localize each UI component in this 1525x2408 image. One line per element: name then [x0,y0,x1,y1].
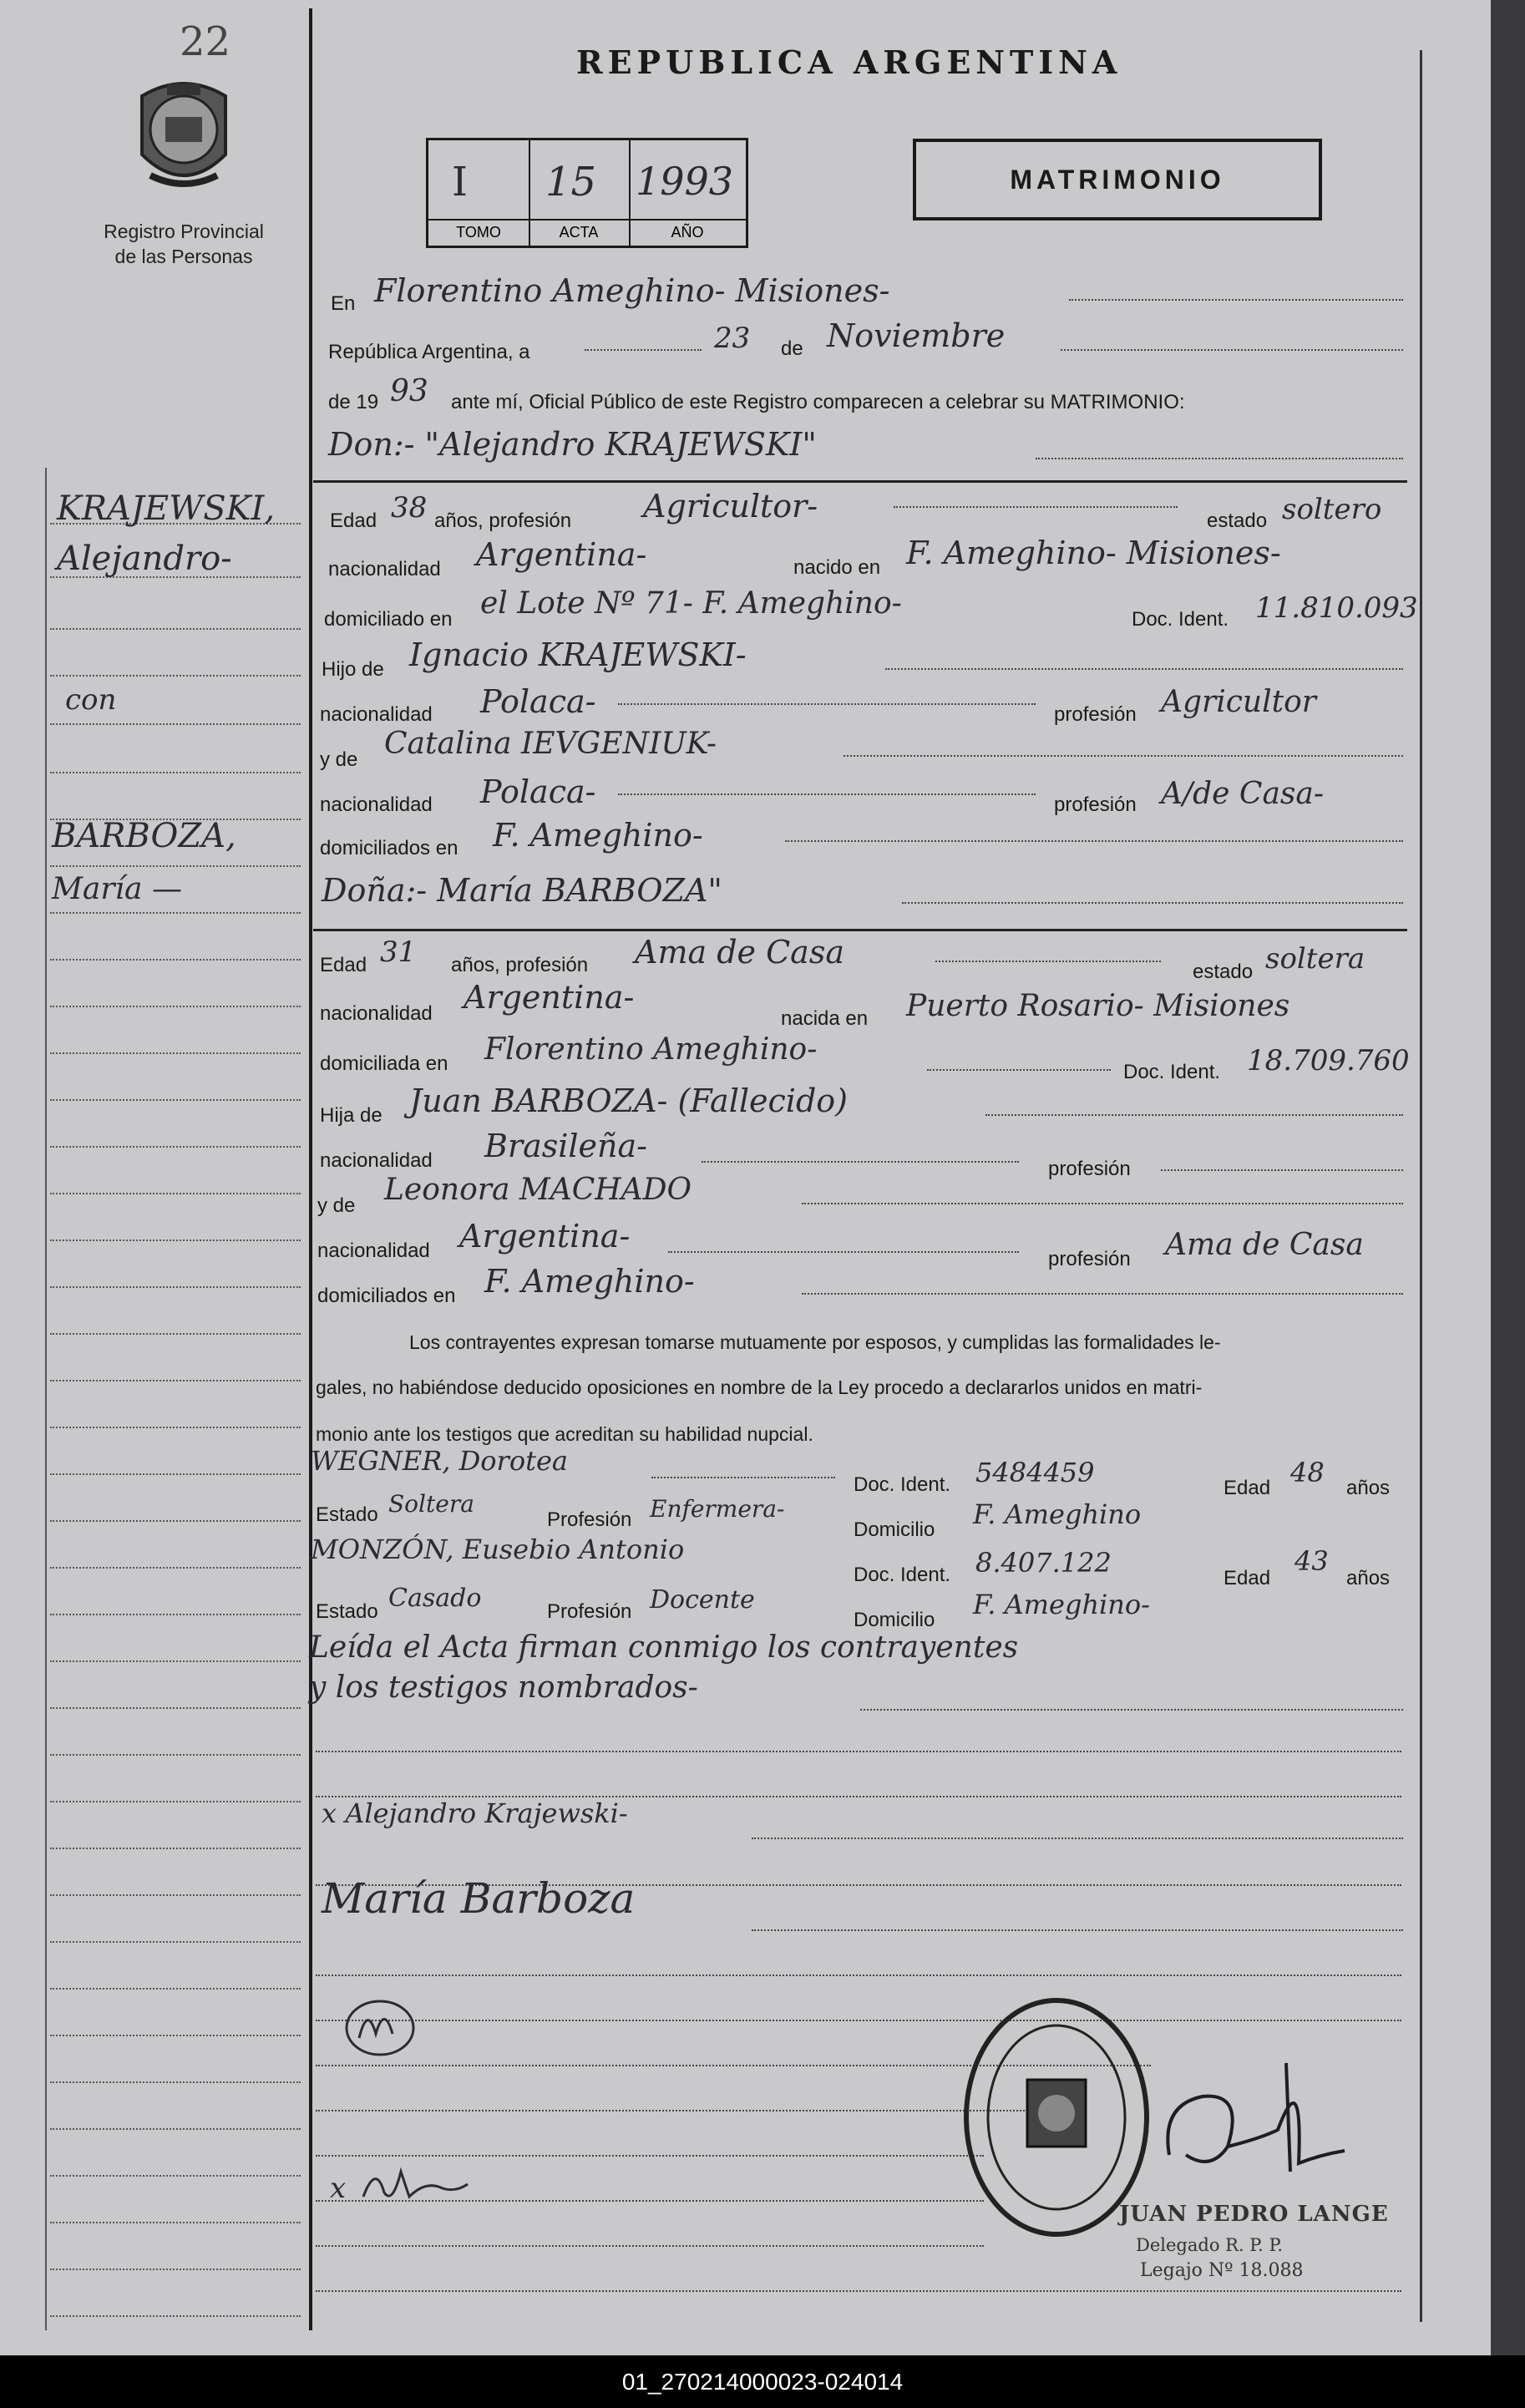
bride-doc: 18.709.760 [1247,1044,1410,1077]
witness1-estado: Soltera [388,1490,474,1518]
bride-father-prof-label: profesión [1048,1158,1131,1180]
dotted-line [785,840,1403,842]
registry-name: Registro Provincial de las Personas [104,221,264,267]
dotted-line [935,961,1161,962]
witness2-name: MONZÓN, Eusebio Antonio [311,1534,685,1565]
witness1-anos-label: años [1346,1477,1391,1499]
witness1-domicilio-label: Domicilio [854,1518,935,1541]
groom-mother-nac-label: nacionalidad [320,793,433,816]
margin-dotted-line [50,1894,301,1896]
bride-nacionalidad: Argentina- [464,979,635,1016]
groom-father: Ignacio KRAJEWSKI- [409,636,747,673]
dotted-line [651,1477,835,1478]
witness2-edad-label: Edad [1224,1567,1271,1589]
groom-mother-nac: Polaca- [480,773,596,810]
witness1-edad-label: Edad [1224,1477,1271,1499]
declaration-line-3: monio ante los testigos que acreditan su habilidad nupcial. [316,1423,813,1445]
dotted-line [702,1161,1019,1163]
groom-mother-prof-label: profesión [1054,793,1137,816]
margin-dotted-line [50,1006,301,1007]
margin-con: con [65,683,117,717]
year-prefix: de 19 [328,391,379,413]
margin-dotted-line [50,2269,301,2270]
margin-firstname: Alejandro- [57,540,232,578]
dotted-line [752,1838,1403,1839]
margin-dotted-line [50,723,301,725]
bride-mother-prof: Ama de Casa [1165,1228,1364,1262]
dotted-line [316,1975,1401,1976]
witness2-signature: x [330,2172,347,2205]
groom-profesion-label: años, profesión [434,509,572,532]
margin-dotted-line [50,1754,301,1756]
margin-dotted-line [50,2175,301,2177]
bride-parents-dom: F. Ameghino- [484,1263,695,1300]
groom-father-nac: Polaca- [480,683,596,720]
margin-dotted-line [50,1099,301,1101]
groom-hijo-label: Hijo de [322,658,384,681]
margin-dotted-line [50,1427,301,1428]
witness1-signature-mark [338,1988,430,2063]
acta-label: ACTA [529,219,629,241]
bride-edad: 31 [380,935,417,969]
margin-divider [309,8,312,2330]
tomo-label: TOMO [428,219,529,241]
margin-dotted-line [50,2035,301,2036]
bride-nacida: Puerto Rosario- Misiones [906,989,1290,1023]
groom-name-line: Don:- "Alejandro KRAJEWSKI" [328,426,817,463]
dotted-line [316,2245,984,2247]
margin-dotted-line [50,1801,301,1802]
margin-dotted-line [50,675,301,677]
margin-dotted-line [50,1520,301,1522]
dotted-line [1036,458,1403,459]
official-signature-scribble [1153,2046,1370,2188]
dotted-line [802,1203,1403,1204]
margin-dotted-line [50,1660,301,1662]
bride-father-nac: Brasileña- [484,1128,648,1164]
dotted-line [585,349,702,351]
dotted-line [894,506,1178,508]
closing-line-1: Leída el Acta firman conmigo los contrayentes [309,1630,1019,1665]
bride-domicilio: Florentino Ameghino- [484,1032,818,1067]
bride-estado: soltera [1265,942,1365,976]
groom-yde-label: y de [320,748,358,771]
groom-parents-dom: F. Ameghino- [493,817,703,854]
dotted-line [316,2290,1401,2292]
bride-parents-dom-label: domiciliados en [317,1285,456,1307]
bride-mother-nac: Argentina- [459,1218,631,1255]
margin-dotted-line [50,1614,301,1615]
margin-dotted-line [50,1988,301,1990]
groom-father-prof: Agricultor [1161,685,1316,719]
right-frame-line [1420,50,1422,2322]
year-suffix: 93 [390,374,428,408]
dotted-line [1061,349,1403,351]
groom-parents-dom-label: domiciliados en [320,837,459,859]
bride-doc-label: Doc. Ident. [1123,1061,1221,1083]
groom-domicilio: el Lote Nº 71- F. Ameghino- [480,586,902,621]
margin-dotted-line [50,1239,301,1241]
margin-dotted-line [50,2081,301,2083]
anio-label: AÑO [629,219,746,241]
margin-dotted-line [50,1848,301,1849]
margin-dotted-line [50,2128,301,2130]
dotted-line [844,755,1403,757]
closing-line-2: y los testigos nombrados- [309,1670,698,1705]
dotted-line [985,1114,1403,1116]
witness1-profesion: Enfermera- [650,1495,785,1523]
margin-dotted-line [50,865,301,867]
official-title: Delegado R. P. P. [1136,2235,1284,2255]
bride-mother-nac-label: nacionalidad [317,1239,430,1262]
groom-doc-label: Doc. Ident. [1132,608,1229,631]
witness1-doc: 5484459 [975,1457,1095,1488]
witness2-domicilio-label: Domicilio [854,1609,935,1631]
margin-dotted-line [50,1193,301,1194]
groom-nacionalidad-label: nacionalidad [328,558,441,580]
margin-dotted-line [50,772,301,773]
witness2-doc: 8.407.122 [975,1547,1112,1579]
bride-yde-label: y de [317,1194,356,1217]
witness1-edad: 48 [1290,1457,1325,1488]
republica-label: República Argentina, a [328,341,530,363]
witness2-edad: 43 [1294,1545,1329,1577]
left-edge-line [45,468,47,2330]
groom-father-nac-label: nacionalidad [320,703,433,726]
margin-dotted-line [50,912,301,914]
witness2-profesion-label: Profesión [547,1600,632,1623]
margin-dotted-line [50,1146,301,1148]
bride-mother: Leonora MACHADO [384,1173,692,1207]
dotted-line [316,2020,1401,2021]
witness1-domicilio: F. Ameghino [973,1498,1142,1530]
bride-hija-label: Hija de [320,1104,383,1127]
margin-dotted-line [50,1707,301,1709]
dotted-line [316,1751,1401,1752]
margin-dotted-line [50,1380,301,1381]
bride-mother-prof-label: profesión [1048,1248,1131,1270]
groom-nacido: F. Ameghino- Misiones- [906,535,1281,571]
record-box [426,138,748,248]
official-name: JUAN PEDRO LANGE [1119,2202,1389,2227]
bride-estado-label: estado [1193,961,1254,983]
dotted-line [668,1251,1019,1253]
groom-doc: 11.810.093 [1255,591,1418,625]
margin-bride-firstname: María — [52,872,182,906]
groom-nacionalidad: Argentina- [476,536,647,573]
margin-dotted-line [50,1052,301,1054]
margin-dotted-line [50,959,301,961]
witness2-domicilio: F. Ameghino- [973,1589,1150,1620]
witness2-anos-label: años [1346,1567,1391,1589]
groom-domicilio-label: domiciliado en [324,608,453,631]
dotted-line [1161,1169,1403,1171]
witness2-profesion: Docente [650,1585,755,1615]
marriage-day: 23 [714,322,751,355]
margin-dotted-line [50,2315,301,2317]
groom-edad-label: Edad [330,509,377,532]
section-rule [313,480,1407,483]
margin-dotted-line [50,1567,301,1569]
act-type-label: MATRIMONIO [1010,164,1225,195]
dotted-line [927,1069,1111,1071]
dotted-line [802,1293,1403,1295]
margin-bride-surname: BARBOZA, [52,817,236,855]
witness2-estado-label: Estado [316,1600,378,1623]
bride-signature: María Barboza [322,1874,636,1923]
witness1-name: WEGNER, Dorotea [311,1445,568,1477]
witness2-signature-scribble [359,2155,476,2213]
margin-dotted-line [50,1333,301,1335]
groom-mother-prof: A/de Casa- [1161,777,1325,811]
margin-surname: KRAJEWSKI, [57,489,276,528]
coat-of-arms-icon [125,71,242,205]
witness2-estado: Casado [388,1584,482,1613]
margin-dotted-line [50,1286,301,1288]
marriage-month: Noviembre [827,317,1006,354]
declaration-line-1: Los contrayentes expresan tomarse mutuamente por esposos, y cumplidas las formalidades le- [409,1331,1221,1353]
dotted-line [316,2110,1067,2111]
bride-edad-label: Edad [320,954,367,976]
margin-dotted-line [50,2222,301,2223]
declaration-line-2: gales, no habiéndose deducido oposiciones en nombre de la Ley procedo a declararlos unidos en matri- [316,1376,1203,1398]
de-label: de [781,337,803,360]
image-caption: 01_270214000023-024014 [0,2355,1525,2408]
witness1-doc-label: Doc. Ident. [854,1473,951,1496]
bride-profesion-label: años, profesión [451,954,589,976]
bride-domicilio-label: domiciliada en [320,1052,448,1075]
groom-edad: 38 [391,491,428,525]
groom-estado: soltero [1282,493,1382,526]
bride-nacionalidad-label: nacionalidad [320,1002,433,1025]
bride-father-nac-label: nacionalidad [320,1149,433,1172]
dotted-line [752,1929,1403,1931]
dotted-line [860,1709,1403,1711]
margin-dotted-line [50,628,301,630]
dotted-line [885,668,1403,670]
tomo-value: I [452,159,468,205]
groom-estado-label: estado [1207,509,1268,532]
en-label: En [331,292,356,315]
official-legajo: Legajo Nº 18.088 [1140,2260,1304,2281]
acta-value: 15 [545,159,597,205]
page-number: 22 [180,18,231,65]
bride-name-line: Doña:- María BARBOZA" [322,872,722,909]
dotted-line [618,793,1036,795]
witness1-estado-label: Estado [316,1503,378,1526]
groom-profesion: Agricultor- [643,488,818,525]
section-rule [313,929,1407,931]
margin-dotted-line [50,1941,301,1943]
bride-profesion: Ama de Casa [635,934,844,971]
act-type-box [913,139,1322,221]
bride-father: Juan BARBOZA- (Fallecido) [409,1082,848,1119]
dotted-line [902,902,1403,904]
dotted-line [618,703,1036,705]
anio-value: 1993 [636,159,734,204]
statement-text: ante mí, Oficial Público de este Registro comparecen a celebrar su MATRIMONIO: [451,391,1185,413]
witness1-profesion-label: Profesión [547,1508,632,1531]
margin-dotted-line [50,1473,301,1475]
bride-nacida-label: nacida en [781,1007,869,1030]
groom-signature: x Alejandro Krajewski- [322,1797,628,1829]
dotted-line [1069,299,1403,301]
groom-nacido-label: nacido en [793,556,881,579]
binding-edge [1491,0,1525,2355]
marriage-place: Florentino Ameghino- Misiones- [374,272,890,309]
country-title: REPUBLICA ARGENTINA [576,43,1122,81]
groom-father-prof-label: profesión [1054,703,1137,726]
groom-mother: Catalina IEVGENIUK- [384,727,717,761]
witness2-doc-label: Doc. Ident. [854,1564,951,1586]
